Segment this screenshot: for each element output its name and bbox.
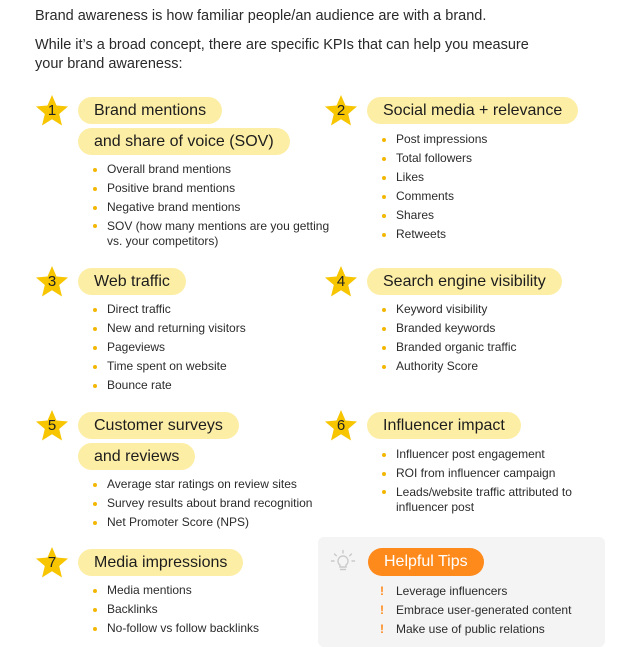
star-number-badge xyxy=(324,265,358,299)
section-title-continued: and reviews xyxy=(78,443,195,470)
star-number-badge xyxy=(324,94,358,128)
kpi-list xyxy=(91,581,311,638)
list-item: Positive brand mentions xyxy=(91,179,351,198)
list-item: Shares xyxy=(380,206,620,225)
star-number-badge xyxy=(35,265,69,299)
tip-item xyxy=(380,582,571,601)
section-title: Influencer impact xyxy=(367,412,521,439)
lightbulb-icon xyxy=(330,549,356,575)
section-number: 5 xyxy=(47,417,57,434)
section-title: Brand mentions xyxy=(78,97,222,124)
kpi-list xyxy=(91,160,351,251)
star-number-badge xyxy=(35,94,69,128)
list-item: Overall brand mentions xyxy=(91,160,351,179)
helpful-tips-box xyxy=(318,537,605,647)
kpi-list xyxy=(380,130,620,244)
list-item: Retweets xyxy=(380,225,620,244)
tip-text: Make use of public relations xyxy=(396,622,545,636)
list-item: Influencer post engagement xyxy=(380,445,580,464)
section-number: 4 xyxy=(336,273,346,290)
kpi-list xyxy=(380,445,580,517)
list-item: Average star ratings on review sites xyxy=(91,475,341,494)
list-item: Comments xyxy=(380,187,620,206)
section-number: 6 xyxy=(336,417,346,434)
tips-list xyxy=(380,582,571,639)
list-item: Branded keywords xyxy=(380,319,620,338)
section-number: 7 xyxy=(47,554,57,571)
star-number-badge xyxy=(35,409,69,443)
tip-text: Leverage influencers xyxy=(396,584,508,598)
star-number-badge xyxy=(35,546,69,580)
exclamation-icon: ! xyxy=(380,622,384,636)
list-item: Bounce rate xyxy=(91,376,331,395)
list-item: Negative brand mentions xyxy=(91,198,351,217)
section-title: Customer surveys xyxy=(78,412,239,439)
list-item: Authority Score xyxy=(380,357,620,376)
list-item: No-follow vs follow backlinks xyxy=(91,619,311,638)
kpi-list xyxy=(91,475,341,532)
list-item: New and returning visitors xyxy=(91,319,331,338)
list-item: ROI from influencer campaign xyxy=(380,464,580,483)
list-item: Survey results about brand recognition xyxy=(91,494,341,513)
section-number: 2 xyxy=(336,102,346,119)
intro-text: Brand awareness is how familiar people/an audience are with a brand. xyxy=(35,8,487,24)
section-title: Social media + relevance xyxy=(367,97,578,124)
list-item: Post impressions xyxy=(380,130,620,149)
list-item: Time spent on website xyxy=(91,357,331,376)
list-item: Keyword visibility xyxy=(380,300,620,319)
section-number: 3 xyxy=(47,273,57,290)
section-title: Web traffic xyxy=(78,268,186,295)
exclamation-icon: ! xyxy=(380,584,384,598)
list-item: Backlinks xyxy=(91,600,311,619)
star-number-badge xyxy=(324,409,358,443)
list-item: Total followers xyxy=(380,149,620,168)
list-item: Media mentions xyxy=(91,581,311,600)
kpi-list xyxy=(91,300,331,395)
section-number: 1 xyxy=(47,102,57,119)
list-item: Pageviews xyxy=(91,338,331,357)
tip-item xyxy=(380,601,571,620)
list-item: Likes xyxy=(380,168,620,187)
exclamation-icon: ! xyxy=(380,603,384,617)
intro-subtext: While it’s a broad concept, there are specific KPIs that can help you measure your brand awareness: xyxy=(35,37,529,72)
section-title-continued: and share of voice (SOV) xyxy=(78,128,290,155)
kpi-list xyxy=(380,300,620,376)
tip-text: Embrace user-generated content xyxy=(396,603,572,617)
list-item: SOV (how many mentions are you getting vs. your competitors) xyxy=(91,217,337,251)
section-title: Media impressions xyxy=(78,549,243,576)
list-item: Leads/website traffic attributed to influencer post xyxy=(380,483,580,517)
list-item: Net Promoter Score (NPS) xyxy=(91,513,341,532)
list-item: Direct traffic xyxy=(91,300,331,319)
helpful-tips-title: Helpful Tips xyxy=(368,548,484,576)
list-item: Branded organic traffic xyxy=(380,338,620,357)
tip-item xyxy=(380,620,571,639)
section-title: Search engine visibility xyxy=(367,268,562,295)
